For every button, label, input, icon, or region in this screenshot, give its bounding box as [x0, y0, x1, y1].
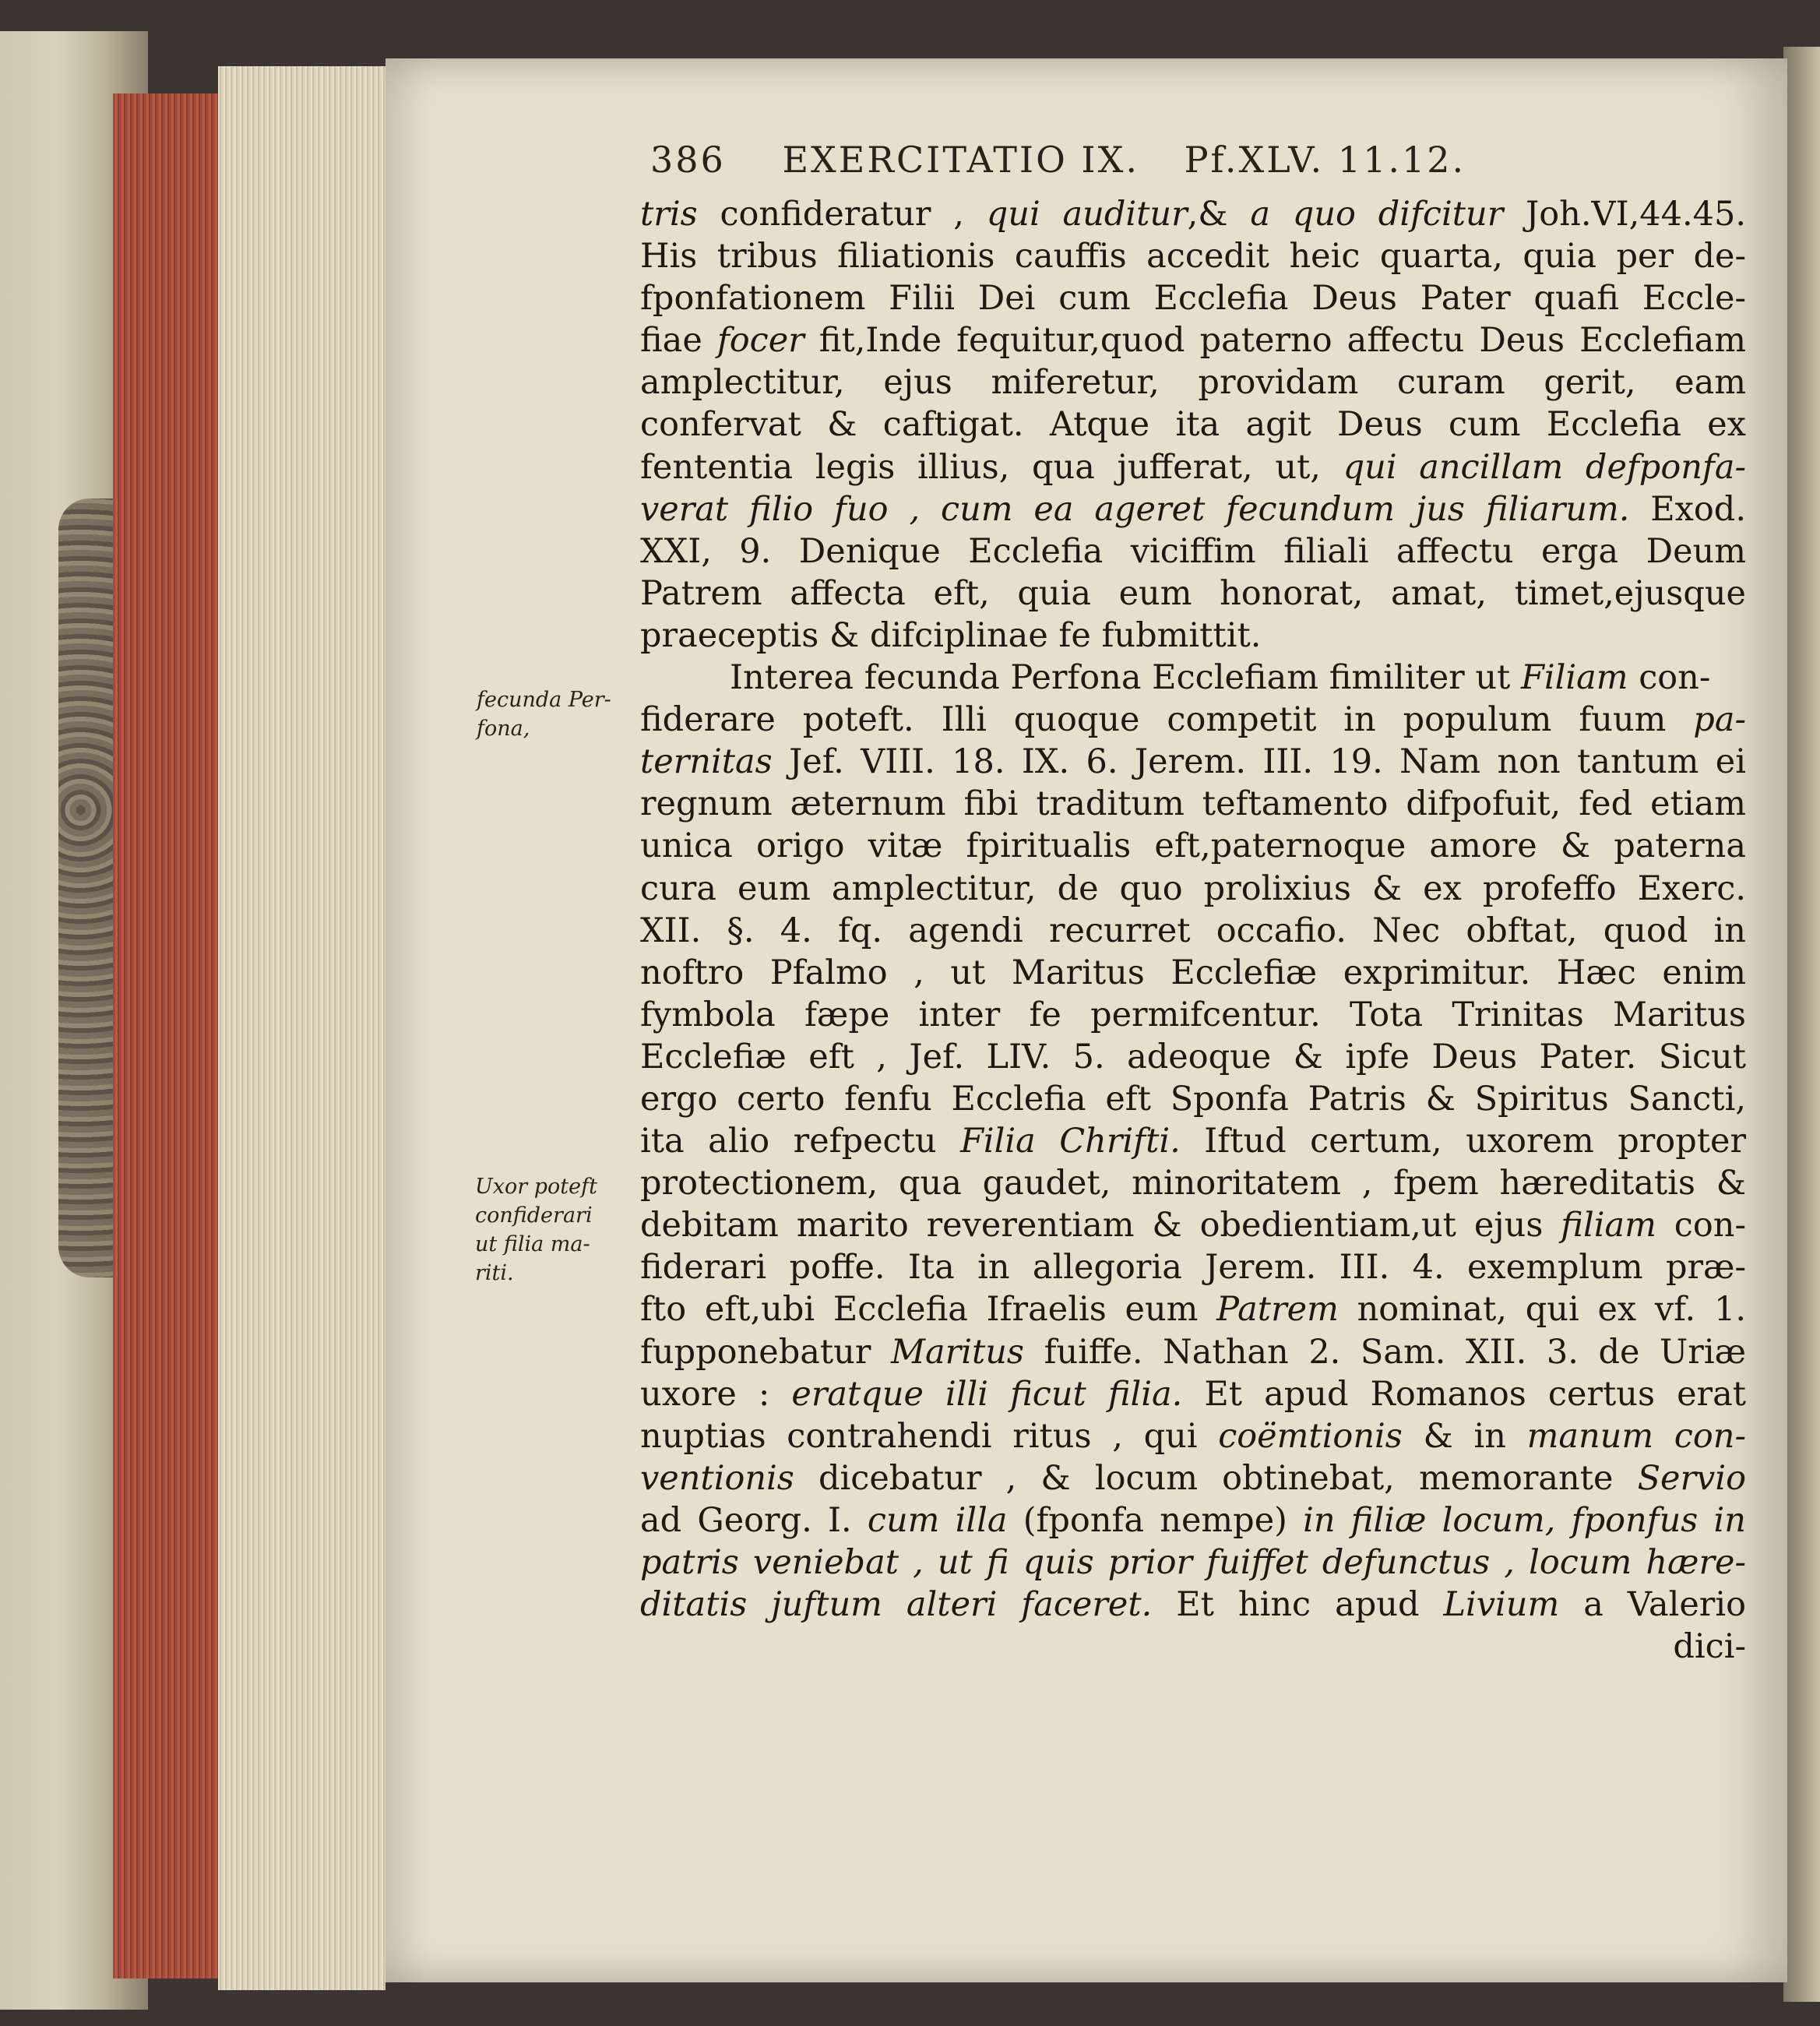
text-line [640, 1120, 1746, 1162]
text-line [640, 868, 1746, 910]
text-run: ,& [1187, 195, 1251, 234]
red-page-edges [113, 93, 218, 1978]
italic-text: a quo difcitur [1250, 195, 1504, 234]
text-line [640, 1331, 1746, 1373]
text-line [640, 699, 1746, 741]
text-line [640, 277, 1746, 319]
text-run: fponfationem Filii Dei cum Ecclefia Deus Pater quafi Eccle- [640, 279, 1746, 319]
text-run: unica origo vitæ fpiritualis eft,paternoque amore & paterna [640, 826, 1746, 866]
text-line [640, 403, 1746, 446]
text-line [640, 1204, 1746, 1246]
text-run: fiderari poffe. Ita in allegoria Jerem. III. 4. exemplum præ- [640, 1248, 1746, 1288]
italic-text: in filiæ locum, fponfus in [1303, 1500, 1746, 1540]
text-line [640, 488, 1746, 530]
text-run: (fponfa nempe) [1007, 1500, 1304, 1540]
text-line [640, 1542, 1746, 1584]
text-run: Iftud certum, uxorem propter [1180, 1122, 1747, 1161]
text-run: Ecclefiæ eft , Jef. LIV. 5. adeoque & ipfe Deus Pater. Sicut [640, 1037, 1746, 1076]
italic-text: Filiam [1521, 658, 1628, 698]
margin-note-line: fecunda Per- [477, 688, 611, 712]
italic-text: Filia Chrifti. [960, 1122, 1181, 1161]
page-edges [218, 66, 385, 1990]
text-line [640, 1499, 1746, 1542]
italic-text: eratque illi ficut filia. [791, 1374, 1183, 1414]
text-run: fymbola fæpe inter fe permifcentur. Tota Trinitas Maritus [640, 995, 1746, 1034]
text-line [640, 952, 1746, 994]
text-line [640, 910, 1746, 952]
text-run: uxore : [640, 1374, 792, 1414]
text-line [640, 1036, 1746, 1078]
text-run: confideratur , [697, 195, 987, 234]
italic-text: Patrem [1216, 1290, 1339, 1330]
text-line [640, 657, 1746, 699]
text-run: con- [1628, 658, 1711, 698]
italic-text: ventionis [640, 1458, 794, 1498]
italic-text: qui ancillam defponfa- [1343, 447, 1746, 487]
page-number: 386 [650, 139, 726, 181]
margin-note [475, 1172, 639, 1288]
text-line [640, 446, 1746, 488]
text-line [640, 1584, 1746, 1626]
text-line [640, 573, 1746, 615]
text-run: fupponebatur [640, 1332, 891, 1372]
text-line [640, 235, 1746, 277]
running-header [650, 139, 1554, 181]
italic-text: patris veniebat , ut fi quis prior fuiffet defunctus , locum hære- [640, 1543, 1746, 1582]
text-line [640, 1415, 1746, 1457]
text-run: Patrem affecta eft, quia eum honorat, amat, timet,ejusque [640, 573, 1746, 613]
text-run: XII. §. 4. fq. agendi recurret occafio. Nec obftat, quod in [640, 911, 1746, 950]
text-run: regnum æternum fibi traditum teftamento difpofuit, fed etiam [640, 784, 1746, 824]
psalm-reference: Pf.XLV. 11.12. [1184, 139, 1466, 181]
text-run: Et apud Romanos certus erat [1182, 1374, 1746, 1414]
facing-page-edge [1783, 47, 1820, 2002]
text-line [640, 1078, 1746, 1120]
text-line [640, 615, 1746, 657]
text-run: Interea fecunda Perfona Ecclefiam fimiliter ut [730, 658, 1522, 698]
text-run: protectionem, qua gaudet, minoritatem , fpem hæreditatis & [640, 1164, 1746, 1203]
text-line [640, 1457, 1746, 1499]
text-run: XXI, 9. Denique Ecclefia viciffim filiali affectu erga Deum [640, 531, 1746, 571]
text-line [640, 361, 1746, 403]
italic-text: Servio [1637, 1458, 1746, 1498]
text-run: fit,Inde fequitur,quod paterno affectu Deus Ecclefiam [804, 321, 1747, 361]
text-run: Et hinc apud [1152, 1585, 1444, 1625]
italic-text: cum illa [867, 1500, 1008, 1540]
text-line [640, 825, 1746, 867]
text-line [640, 193, 1746, 235]
text-line [640, 1288, 1746, 1330]
text-run: noftro Pfalmo , ut Maritus Ecclefiæ exprimitur. Hæc enim [640, 953, 1746, 992]
text-run: cura eum amplectitur, de quo prolixius & ex profeffo Exerc. [640, 869, 1746, 908]
italic-text: manum con- [1526, 1416, 1746, 1456]
text-line [640, 319, 1746, 361]
body-text [640, 193, 1746, 1668]
text-run: fententia legis illius, qua jufferat, ut, [640, 447, 1343, 487]
text-run: dici- [1673, 1627, 1746, 1667]
text-line [640, 783, 1746, 825]
text-line [640, 1373, 1746, 1415]
text-line [640, 1246, 1746, 1288]
italic-text: tris [640, 195, 698, 234]
running-title: EXERCITATIO IX. [782, 139, 1139, 181]
italic-text: verat filio fuo , cum ea ageret fecundum jus filiarum. [640, 489, 1630, 529]
text-line [640, 530, 1746, 573]
margin-note-line: fona, [477, 717, 530, 741]
margin-note-line: confiderari [475, 1203, 593, 1228]
text-run: confervat & caftigat. Atque ita agit Deus cum Ecclefia ex [640, 405, 1746, 445]
margin-note-line: riti. [475, 1261, 514, 1285]
italic-text: ternitas [640, 742, 773, 782]
text-run: ad Georg. I. [640, 1500, 868, 1540]
text-line [640, 741, 1746, 783]
text-run: fiae [640, 321, 717, 361]
text-run: Jef. VIII. 18. IX. 6. Jerem. III. 19. Nam non tantum ei [772, 742, 1746, 782]
text-run: fto eft,ubi Ecclefia Ifraelis eum [640, 1290, 1217, 1330]
text-run: ergo certo fenfu Ecclefia eft Sponfa Patris & Spiritus Sancti, [640, 1079, 1746, 1119]
text-run: debitam marito reverentiam & obedientiam,ut ejus [640, 1206, 1561, 1246]
margin-note-line: ut filia ma- [475, 1232, 590, 1256]
text-line [640, 994, 1746, 1036]
text-run: & in [1402, 1416, 1527, 1456]
text-run: a Valerio [1559, 1585, 1746, 1625]
text-line [640, 1626, 1746, 1668]
text-run: His tribus filiationis cauffis accedit heic quarta, quia per de- [640, 237, 1746, 277]
text-run: fiderare poteft. Illi quoque competit in populum fuum [640, 700, 1694, 740]
text-run: Exod. [1629, 489, 1746, 529]
text-run: con- [1656, 1206, 1746, 1246]
italic-text: qui auditur [986, 195, 1188, 234]
italic-text: coëmtionis [1218, 1416, 1403, 1456]
text-run: praeceptis & difciplinae fe fubmittit. [640, 615, 1262, 655]
italic-text: Maritus [890, 1332, 1024, 1372]
text-run: nuptias contrahendi ritus , qui [640, 1416, 1219, 1456]
text-run: Joh.VI,44.45. [1503, 195, 1746, 234]
text-line [640, 1162, 1746, 1204]
text-run: nominat, qui ex vf. 1. [1338, 1290, 1746, 1330]
italic-text: focer [716, 321, 804, 361]
text-run: amplectitur, ejus miferetur, providam curam gerit, eam [640, 363, 1746, 403]
italic-text: filiam [1561, 1206, 1656, 1246]
italic-text: pa- [1693, 700, 1746, 740]
text-run: ita alio refpectu [640, 1122, 961, 1161]
text-run: dicebatur , & locum obtinebat, memorante [794, 1458, 1638, 1498]
text-run: fuiffe. Nathan 2. Sam. XII. 3. de Uriæ [1023, 1332, 1746, 1372]
margin-note [477, 685, 640, 743]
italic-text: ditatis juftum alteri faceret. [640, 1585, 1153, 1625]
italic-text: Livium [1443, 1585, 1560, 1625]
margin-note-line: Uxor poteft [475, 1175, 597, 1199]
